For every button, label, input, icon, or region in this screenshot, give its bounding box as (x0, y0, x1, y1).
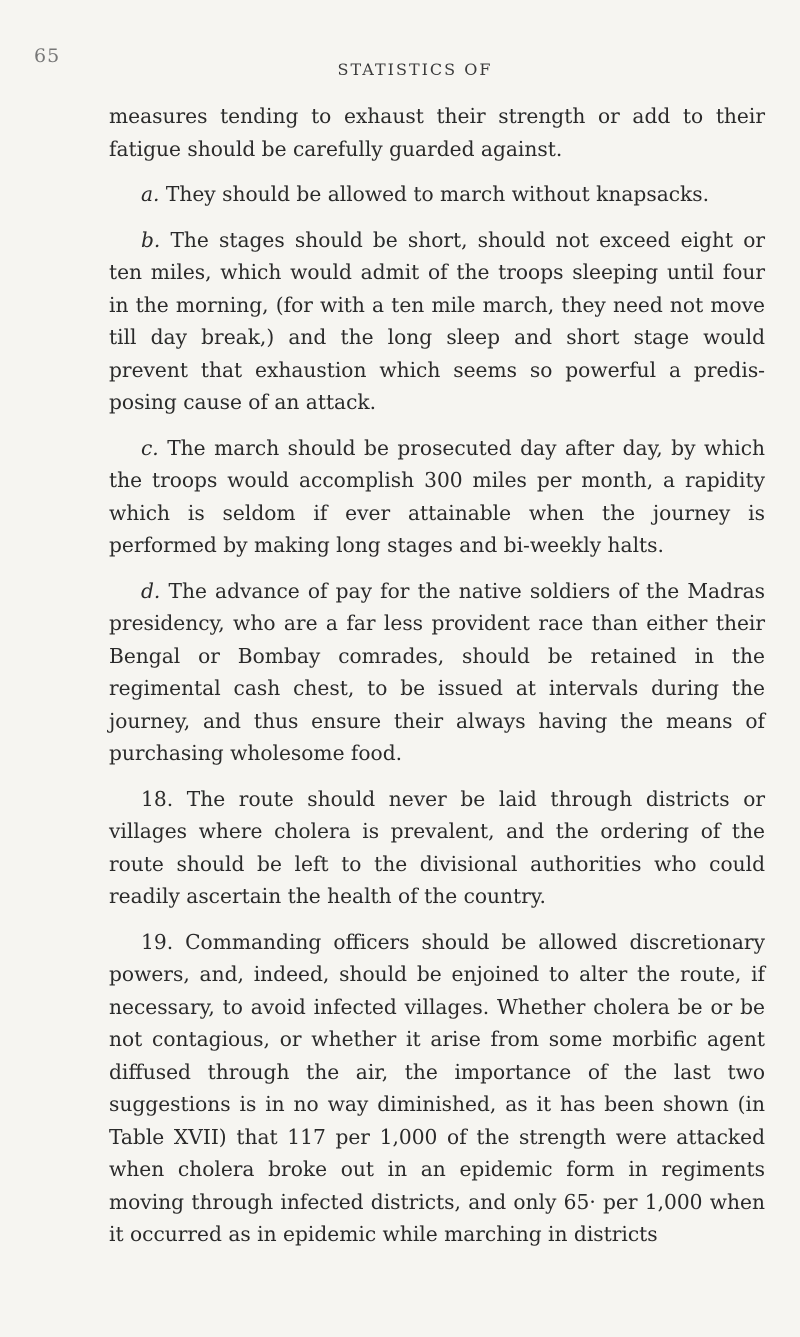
paragraph-text: measures tending to exhaust their strength or add to their fatigue should be carefully guarded against. (109, 104, 765, 161)
paragraph-label: 18. (141, 786, 174, 811)
running-title: STATISTICS OF (337, 60, 493, 79)
page-number: 65 (34, 45, 61, 67)
paragraph-19 (109, 926, 765, 1251)
paragraph-continued (109, 100, 765, 165)
paragraph-label: 19. (141, 929, 174, 954)
paragraph-a (109, 178, 765, 211)
paragraph-b (109, 224, 765, 419)
paragraph-text: The route should never be laid through districts or villages where cholera is prevalent, and the ordering of the route should be left to the divisional authorities who could readily ascertain the health of the country. (109, 786, 766, 908)
paragraph-text: The march should be prosecuted day after day, by which the troops would accomplish 300 miles per month, a rapidity which is seldom if ever attainable when the journey is performed by making long stages and bi-weekly halts. (109, 435, 765, 557)
paragraph-text: Commanding officers should be allowed discretionary powers, and, indeed, should be enjoined to alter the route, if necessary, to avoid infected villages. Whether cholera be or be not contagious, or whether it arise from some morbific agent diffused through the air, the importance of the last two suggestions is in no way diminished, as it has been shown (in Table XVII) that 117 per 1,000 of the strength were attacked when cholera broke out in an epidemic form in regiments moving through infected districts, and only 65· per 1,000 when it occurred as in epidemic while marching in districts (109, 929, 765, 1246)
paragraph-label: c. (141, 435, 159, 460)
paragraph-label: d. (141, 578, 161, 603)
paragraph-label: a. (141, 182, 160, 206)
paragraph-text: The stages should be short, should not exceed eight or ten miles, which would admit of the troops sleeping until four in the morning, (for with a ten mile march, they need not move till day break,) and the long sleep and short stage would prevent that exhaustion which seems so powerful a predis-posing cause of an attack. (109, 227, 765, 414)
paragraph-text: They should be allowed to march without knapsacks. (165, 182, 710, 206)
paragraph-label: b. (141, 227, 161, 252)
body-text (109, 100, 765, 1264)
paragraph-18 (109, 783, 765, 913)
paragraph-text: The advance of pay for the native soldiers of the Madras presidency, who are a far less provident race than either their Bengal or Bombay comrades, should be retained in the regimental cash chest, to be issued at intervals during the journey, and thus ensure their always having the means of purchasing wholesome food. (109, 578, 765, 765)
paragraph-c (109, 432, 765, 562)
paragraph-d (109, 575, 765, 770)
